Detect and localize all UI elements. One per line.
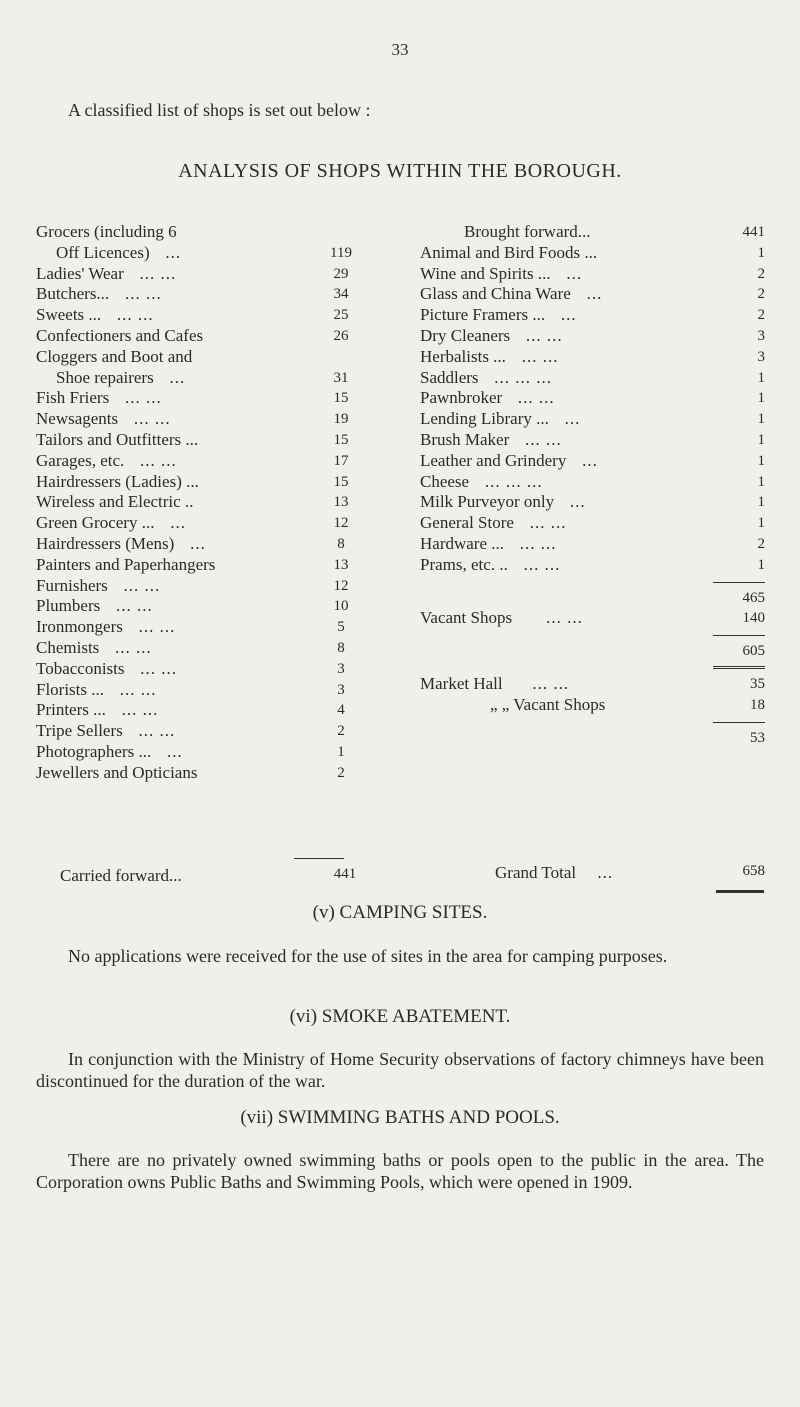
- left-table-row: [36, 368, 366, 389]
- left-table-label-text: Off Licences): [56, 242, 150, 262]
- right-table-value: 3: [757, 348, 765, 365]
- left-table-label: [36, 596, 316, 617]
- left-table-value: 8: [337, 639, 345, 656]
- left-table-row: [36, 284, 366, 305]
- left-table-row: [36, 430, 366, 451]
- grand-total-text: Grand Total: [495, 863, 577, 882]
- left-table-label: [36, 451, 316, 472]
- left-table-value: 26: [333, 327, 349, 344]
- vacant-shops-dots: ... ...: [546, 608, 583, 628]
- left-table-label-text: Sweets ...: [36, 305, 102, 325]
- left-table-label: [36, 368, 316, 389]
- left-table-value: 3: [337, 681, 345, 698]
- right-table-label: [420, 451, 719, 472]
- left-table-label: [36, 555, 316, 576]
- left-table-leader-dots: ...: [149, 242, 182, 262]
- left-table-label-text: Ladies' Wear: [36, 263, 124, 283]
- left-table-row: [36, 763, 366, 784]
- right-table-label: [420, 513, 719, 534]
- right-table-label-text: Lending Library ...: [420, 409, 549, 429]
- right-table-leader-dots: ... ...: [513, 513, 567, 533]
- left-table-label: [36, 513, 316, 534]
- right-table-leader-dots: ...: [566, 450, 598, 470]
- right-table-label-text: Prams, etc. ..: [420, 554, 508, 574]
- right-table-leader-dots: ... ... ...: [478, 367, 553, 387]
- right-table-leader-dots: ...: [545, 305, 577, 325]
- left-table-leader-dots: ... ...: [107, 575, 161, 595]
- left-table-value: 34: [333, 286, 349, 303]
- carried-forward-row: [60, 866, 370, 886]
- left-table-row: [36, 347, 366, 368]
- right-table-label-text: General Store: [420, 513, 514, 533]
- right-table-label-text: Brought forward...: [464, 222, 591, 241]
- left-table-value: 2: [337, 723, 345, 740]
- left-table-value: 15: [333, 390, 349, 407]
- left-table-label-text: Florists ...: [36, 679, 105, 699]
- left-table-label: [36, 680, 316, 701]
- left-table-label-text: Tripe Sellers: [36, 721, 123, 741]
- right-table-label: [420, 472, 719, 493]
- right-table-leader-dots: ... ...: [509, 429, 562, 449]
- market-hall-value: 35: [750, 675, 765, 692]
- right-table-leader-dots: ... ... ...: [469, 471, 543, 491]
- left-table-row: [36, 596, 366, 617]
- left-table-label-text: Tobacconists: [36, 658, 125, 678]
- left-table-leader-dots: ... ...: [109, 388, 162, 408]
- right-table-label-text: Cheese: [420, 471, 470, 491]
- right-table-leader-dots: ...: [554, 492, 586, 512]
- left-table-leader-dots: ... ...: [101, 305, 154, 325]
- left-table-label-text: Fish Friers: [36, 388, 110, 408]
- grand-total-value: 658: [742, 863, 765, 879]
- left-table-value: 1: [337, 743, 345, 760]
- right-table-label: [420, 388, 719, 409]
- vacant-shops-label: [420, 608, 719, 629]
- right-table-label-text: Pawnbroker: [420, 388, 503, 408]
- right-table-row: [420, 264, 765, 285]
- vacant-shops-value: 140: [742, 610, 765, 627]
- left-table-label-text: Hairdressers (Ladies) ...: [36, 471, 199, 491]
- right-table-value: 2: [757, 307, 765, 324]
- left-table-leader-dots: ... ...: [124, 450, 177, 470]
- right-table-label: [420, 555, 719, 576]
- market-hall-label: [420, 674, 719, 695]
- market-hall-row: [420, 674, 765, 695]
- right-table-row: [420, 430, 765, 451]
- left-table-leader-dots: ... ...: [118, 409, 171, 429]
- market-vacant-row: [420, 695, 765, 716]
- right-table-label: [420, 243, 719, 264]
- right-table-value: 1: [757, 515, 765, 532]
- left-table-leader-dots: ...: [151, 741, 183, 761]
- left-table-leader-dots: ... ...: [105, 700, 159, 720]
- left-table-value: 13: [333, 556, 349, 573]
- left-table-row: [36, 264, 366, 285]
- left-table-label-text: Printers ...: [36, 700, 106, 720]
- right-table-label-text: Dry Cleaners: [420, 325, 511, 345]
- right-table-label: [420, 492, 719, 513]
- right-table-value: 1: [757, 556, 765, 573]
- left-table-row: [36, 305, 366, 326]
- left-table-label-text: Shoe repairers: [56, 367, 154, 387]
- right-table-leader-dots: ... ...: [504, 533, 557, 553]
- left-table-row: [36, 555, 366, 576]
- right-table-label-text: Herbalists ...: [420, 346, 506, 366]
- right-table-label: [420, 264, 719, 285]
- right-table-value: 1: [757, 431, 765, 448]
- left-table-label: [36, 638, 316, 659]
- section-text-camping: No applications were received for the use of sites in the area for camping purposes.: [68, 946, 668, 966]
- right-table-label: [420, 284, 719, 305]
- left-table-label: [36, 492, 316, 513]
- left-table-label: [36, 347, 316, 368]
- right-table-value: 2: [757, 535, 765, 552]
- carried-forward-value: 441: [333, 866, 357, 882]
- left-table-label-text: Ironmongers: [36, 617, 123, 637]
- right-table-value: 1: [757, 244, 765, 261]
- right-table-label: [420, 222, 719, 243]
- left-table-row: [36, 721, 366, 742]
- left-table-row: [36, 680, 366, 701]
- right-table-value: 2: [757, 286, 765, 303]
- right-table-leader-dots: ... ...: [507, 554, 561, 574]
- intro-text: A classified list of shops is set out below :: [68, 100, 371, 120]
- left-table-label: [36, 763, 316, 784]
- rule-row: [420, 716, 765, 728]
- market-vacant-label: „ „ Vacant Shops: [490, 694, 606, 714]
- right-table-row: [420, 347, 765, 368]
- left-table-row: [36, 243, 366, 264]
- market-hall-text: Market Hall: [420, 673, 503, 693]
- left-table-label: [36, 305, 316, 326]
- left-table-label: [36, 388, 316, 409]
- left-table-value: 4: [337, 702, 345, 719]
- right-table-label-text: Leather and Grindery: [420, 450, 567, 470]
- left-table-leader-dots: ... ...: [99, 637, 152, 657]
- right-table-value: 441: [742, 224, 765, 240]
- left-table-value: 12: [333, 515, 349, 532]
- right-table-row: [420, 513, 765, 534]
- left-table-value: 119: [330, 244, 352, 261]
- left-table-label-text: Green Grocery ...: [36, 513, 155, 533]
- left-table-row: [36, 659, 366, 680]
- left-table-label-text: Newsagents: [36, 409, 119, 429]
- left-table-row: [36, 513, 366, 534]
- left-table-label-text: Hairdressers (Mens): [36, 533, 175, 553]
- right-column: [420, 222, 765, 748]
- subtotal-value: 465: [742, 589, 765, 606]
- left-table-leader-dots: ... ...: [100, 596, 153, 616]
- left-column: [36, 222, 366, 784]
- rule-row: [420, 576, 765, 588]
- market-hall-dots: ... ...: [532, 673, 570, 693]
- right-table-label-text: Animal and Bird Foods ...: [420, 242, 598, 262]
- left-table-label: [36, 576, 316, 597]
- left-table-value: 3: [337, 660, 345, 677]
- left-table-value: 2: [337, 764, 345, 781]
- left-table-leader-dots: ...: [154, 513, 186, 533]
- left-table-label: [36, 284, 316, 305]
- right-table-row: [420, 326, 765, 347]
- right-table-value: 1: [757, 411, 765, 428]
- left-table-row: [36, 326, 366, 347]
- left-table-leader-dots: ... ...: [124, 658, 178, 678]
- left-table-value: 13: [333, 494, 349, 511]
- left-table-row: [36, 534, 366, 555]
- left-table-label: [36, 617, 316, 638]
- left-table-leader-dots: ... ...: [122, 617, 176, 637]
- left-table-value: 25: [333, 307, 349, 324]
- left-table-label: [36, 326, 316, 347]
- total-53-row: [420, 728, 765, 749]
- left-table-row: [36, 742, 366, 763]
- right-table-leader-dots: ...: [548, 409, 581, 429]
- right-table-value: 3: [757, 327, 765, 344]
- left-table-value: 19: [333, 411, 349, 428]
- right-table-label-text: Hardware ...: [420, 533, 505, 553]
- left-table-label: [36, 243, 316, 264]
- right-table-row: [420, 472, 765, 493]
- grand-total-label: [420, 863, 719, 883]
- table-title: ANALYSIS OF SHOPS WITHIN THE BOROUGH.: [178, 160, 622, 182]
- left-table-value: 12: [333, 577, 349, 594]
- left-table-value: 5: [337, 619, 345, 636]
- double-rule: [713, 666, 765, 674]
- carried-forward-label: Carried forward...: [60, 866, 182, 885]
- right-table-label: [420, 326, 719, 347]
- left-table-leader-dots: ... ...: [123, 263, 177, 283]
- total-605-row: [420, 641, 765, 662]
- left-table-label-text: Wireless and Electric ..: [36, 492, 194, 512]
- rule-row: [420, 629, 765, 641]
- right-table-row: [420, 284, 765, 305]
- section-heading-camping: (v) CAMPING SITES.: [312, 902, 488, 923]
- left-table-leader-dots: ... ...: [104, 679, 157, 699]
- right-table-row: [420, 243, 765, 264]
- left-table-row: [36, 700, 366, 721]
- left-table-leader-dots: ... ...: [122, 721, 176, 741]
- left-table-label: [36, 472, 316, 493]
- rule-row: [420, 662, 765, 674]
- right-table-value: 2: [757, 265, 765, 282]
- left-table-row: [36, 409, 366, 430]
- right-table-value: 1: [757, 473, 765, 490]
- left-table-row: [36, 222, 366, 243]
- left-table-label: [36, 534, 316, 555]
- grand-total-dots: ...: [597, 863, 614, 882]
- total-605-value: 605: [742, 643, 765, 660]
- right-table-label: [420, 534, 719, 555]
- right-table-leader-dots: ... ...: [502, 388, 555, 408]
- left-table-value: 15: [333, 473, 349, 490]
- right-table-row: [420, 451, 765, 472]
- left-table-label-text: Furnishers: [36, 575, 108, 595]
- left-table-label: [36, 742, 316, 763]
- left-table-row: [36, 576, 366, 597]
- right-table-label: [420, 409, 719, 430]
- page-number: 33: [391, 40, 409, 59]
- left-table-label: [36, 659, 316, 680]
- right-table-label-text: Milk Purveyor only: [420, 492, 555, 512]
- left-table-value: 17: [333, 452, 349, 469]
- subtotal-row: [420, 588, 765, 609]
- section-text-smoke: In conjunction with the Ministry of Home Security observations of factory chimneys have been discontinued for the duration of the war.: [36, 1049, 764, 1091]
- left-table-label-text: Grocers (including 6: [36, 222, 177, 241]
- left-table-row: [36, 472, 366, 493]
- left-table-value: 31: [333, 369, 349, 386]
- left-table-label: [36, 700, 316, 721]
- right-table-value: 1: [757, 369, 765, 386]
- right-table-row: [420, 368, 765, 389]
- grand-total-rule: [716, 890, 764, 893]
- left-table-value: 10: [333, 598, 349, 615]
- right-table-value: 1: [757, 390, 765, 407]
- left-table-label-text: Painters and Paperhangers: [36, 554, 216, 574]
- right-table-value: 1: [757, 452, 765, 469]
- left-table-value: 15: [333, 431, 349, 448]
- section-heading-smoke: (vi) SMOKE ABATEMENT.: [289, 1006, 511, 1027]
- left-table-label-text: Butchers...: [36, 284, 110, 304]
- left-table-label-text: Jewellers and Opticians: [36, 762, 198, 782]
- left-table-row: [36, 388, 366, 409]
- left-table-label-text: Chemists: [36, 637, 100, 657]
- left-table-row: [36, 617, 366, 638]
- left-table-label-text: Garages, etc.: [36, 450, 125, 470]
- left-table-leader-dots: ... ...: [109, 284, 162, 304]
- left-table-label: [36, 721, 316, 742]
- right-table-leader-dots: ... ...: [510, 325, 563, 345]
- left-table-label-text: Confectioners and Cafes: [36, 325, 204, 345]
- carried-rule: [294, 858, 344, 859]
- right-table-leader-dots: ... ...: [505, 346, 559, 366]
- right-table-label: [420, 368, 719, 389]
- left-table-label: [36, 409, 316, 430]
- left-table-row: [36, 638, 366, 659]
- right-table-label-text: Wine and Spirits ...: [420, 263, 551, 283]
- vacant-shops-row: [420, 608, 765, 629]
- right-table-label: [420, 347, 719, 368]
- right-table-value: 1: [757, 494, 765, 511]
- left-table-label-text: Plumbers: [36, 596, 101, 616]
- right-rows: [420, 222, 765, 576]
- right-table-label: [420, 305, 719, 326]
- left-table-label: [36, 430, 316, 451]
- right-table-row: [420, 409, 765, 430]
- left-table-label: [36, 264, 316, 285]
- grand-total-row: [420, 863, 765, 883]
- right-table-row: [420, 534, 765, 555]
- market-vacant-value: 18: [750, 696, 765, 713]
- right-table-label-text: Picture Framers ...: [420, 305, 546, 325]
- left-table-row: [36, 451, 366, 472]
- left-table-label-text: Photographers ...: [36, 741, 152, 761]
- left-table-value: 8: [337, 535, 345, 552]
- right-table-row: [420, 222, 765, 243]
- right-table-row: [420, 492, 765, 513]
- right-table-row: [420, 388, 765, 409]
- right-table-label-text: Glass and China Ware: [420, 284, 571, 304]
- right-table-leader-dots: ...: [570, 284, 603, 304]
- left-table-leader-dots: ...: [153, 367, 186, 387]
- left-table-label: [36, 222, 316, 243]
- left-table-leader-dots: ...: [174, 533, 206, 553]
- vacant-shops-text: Vacant Shops: [420, 608, 513, 628]
- section-heading-swimming: (vii) SWIMMING BATHS AND POOLS.: [240, 1107, 560, 1128]
- left-table-label-text: Tailors and Outfitters ...: [36, 429, 199, 449]
- left-table-label-text: Cloggers and Boot and: [36, 346, 193, 366]
- right-table-label: [420, 430, 719, 451]
- right-table-row: [420, 305, 765, 326]
- right-table-label-text: Saddlers: [420, 367, 479, 387]
- total-53-value: 53: [750, 729, 765, 746]
- left-table-row: [36, 492, 366, 513]
- right-table-label-text: Brush Maker: [420, 429, 510, 449]
- section-text-swimming: There are no privately owned swimming baths or pools open to the public in the area. The Corporation owns Public Baths and Swimming Pools, which were opened in 1909.: [36, 1150, 764, 1192]
- right-table-row: [420, 555, 765, 576]
- right-table-leader-dots: ...: [550, 263, 583, 283]
- left-table-value: 29: [333, 265, 349, 282]
